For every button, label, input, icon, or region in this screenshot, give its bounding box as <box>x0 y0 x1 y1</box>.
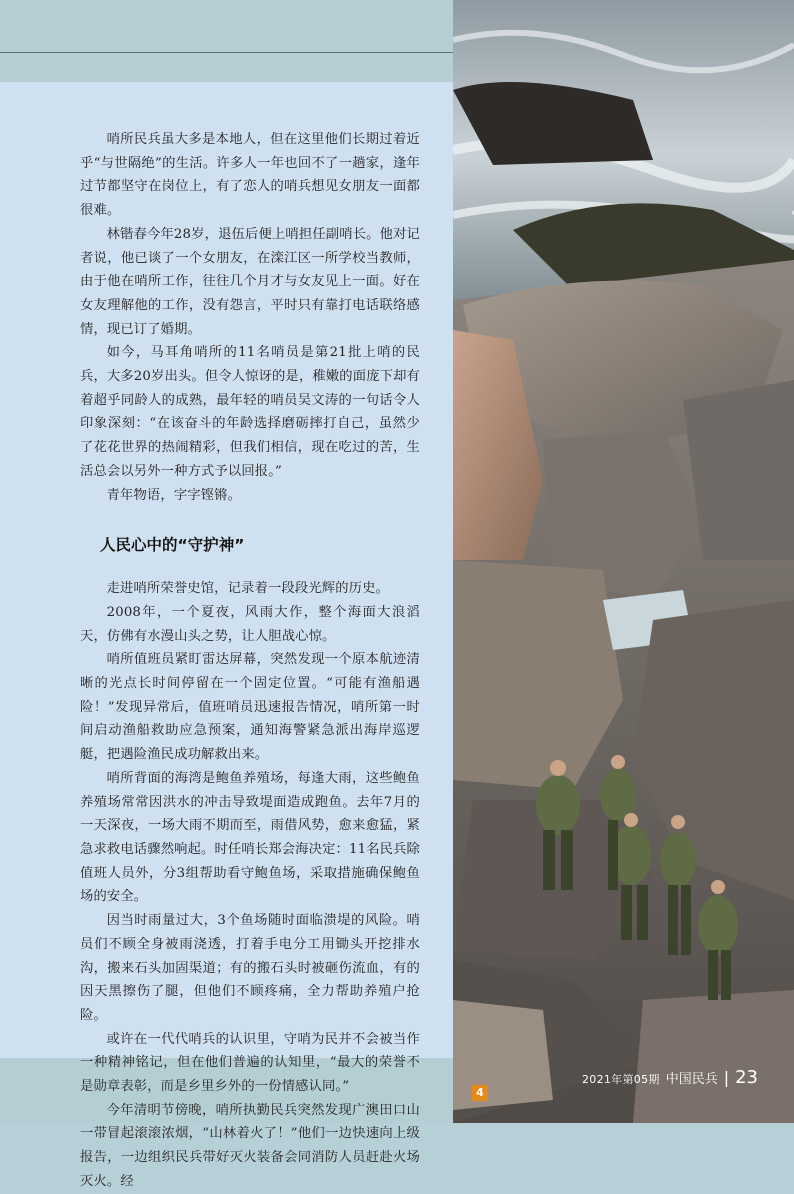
issue-label: 2021年第05期 <box>581 1073 660 1086</box>
paragraph: 哨所民兵虽大多是本地人，但在这里他们长期过着近乎“与世隔绝”的生活。许多人一年也回不了一趟家，逢年过节都坚守在岗位上，有了恋人的哨兵想见女朋友一面都很难。 <box>80 132 420 219</box>
article-body <box>80 128 420 1194</box>
coastal-rocks-photo <box>453 0 794 1123</box>
page-footer <box>582 1067 758 1088</box>
paragraph: 哨所背面的海湾是鲍鱼养殖场，每逢大雨，这些鲍鱼养殖场常常因洪水的冲击导致堤面造成跑鱼。去年7月的一天深夜，一场大雨不期而至，雨借风势，愈来愈猛，紧急求救电话骤然响起。时任哨长郑会海决定：11名民兵除值班人员外，分3组帮助看守鲍鱼场，采取措施确保鲍鱼场的安全。 <box>80 770 420 905</box>
magazine-name: 中国民兵 <box>665 1072 718 1087</box>
paragraph: 青年物语，字字铿锵。 <box>106 487 242 503</box>
paragraph: 哨所值班员紧盯雷达屏幕，突然发现一个原本航迹清晰的光点长时间停留在一个固定位置。“可能有渔船遇险！”发现异常后，值班哨员迅速报告情况，哨所第一时间启动渔船救助应急预案，通知海警紧急派出海岸巡逻艇，把遇险渔民成功解救出来。 <box>80 652 420 763</box>
paragraph: 林锴春今年28岁，退伍后便上哨担任副哨长。他对记者说，他已谈了一个女朋友，在滦江区一所学校当教师，由于他在哨所工作，往往几个月才与女友见上一面。好在女友理解他的工作，没有怨言，平时只有靠打电话联络感情，现已订了婚期。 <box>80 226 420 337</box>
top-band <box>0 0 453 82</box>
paragraph: 走进哨所荣誉史馆，记录着一段段光辉的历史。 <box>106 581 389 597</box>
footer-separator: | <box>723 1068 730 1087</box>
paragraph: 或许在一代代哨兵的认识里，守哨为民并不会被当作一种精神铭记，但在他们普遍的认知里，“最大的荣誉不是勋章表彰，而是乡里乡外的一份情感认同。” <box>80 1031 420 1095</box>
paragraph: 2008年，一个夏夜，风雨大作，整个海面大浪滔天，仿佛有水漫山头之势，让人胆战心惊。 <box>80 604 420 644</box>
page-number: 23 <box>735 1067 758 1088</box>
paragraph: 因当时雨量过大，3个鱼场随时面临溃堤的风险。哨员们不顾全身被雨浇透，打着手电分工用锄头开挖排水沟，搬来石头加固渠道；有的搬石头时被砸伤流血，有的因天黑擦伤了腿，但他们不顾疼痛，全力帮助养殖户抢险。 <box>80 913 420 1023</box>
section-heading: 人民心中的“守护神” <box>100 536 245 555</box>
paragraph: 如今，马耳角哨所的11名哨员是第21批上哨的民兵，大多20岁出头。但令人惊讶的是，稚嫩的面庞下却有着超乎同龄人的成熟，最年轻的哨员吴文涛的一句话令人印象深刻：“在该奋斗的年龄选择磨砺摔打自己，虽然少了花花世界的热闹精彩，但我们相信，现在吃过的苦，生活总会以另外一种方式予以回报。” <box>80 345 420 479</box>
header-rule <box>0 52 453 53</box>
paragraph: 今年清明节傍晚，哨所执勤民兵突然发现广澳田口山一带冒起滚滚浓烟，“山林着火了！”他们一边快速向上级报告，一边组织民兵带好灭火装备会同消防人员赶赴火场灭火。经 <box>80 1102 420 1189</box>
page-badge: 4 <box>472 1085 488 1101</box>
